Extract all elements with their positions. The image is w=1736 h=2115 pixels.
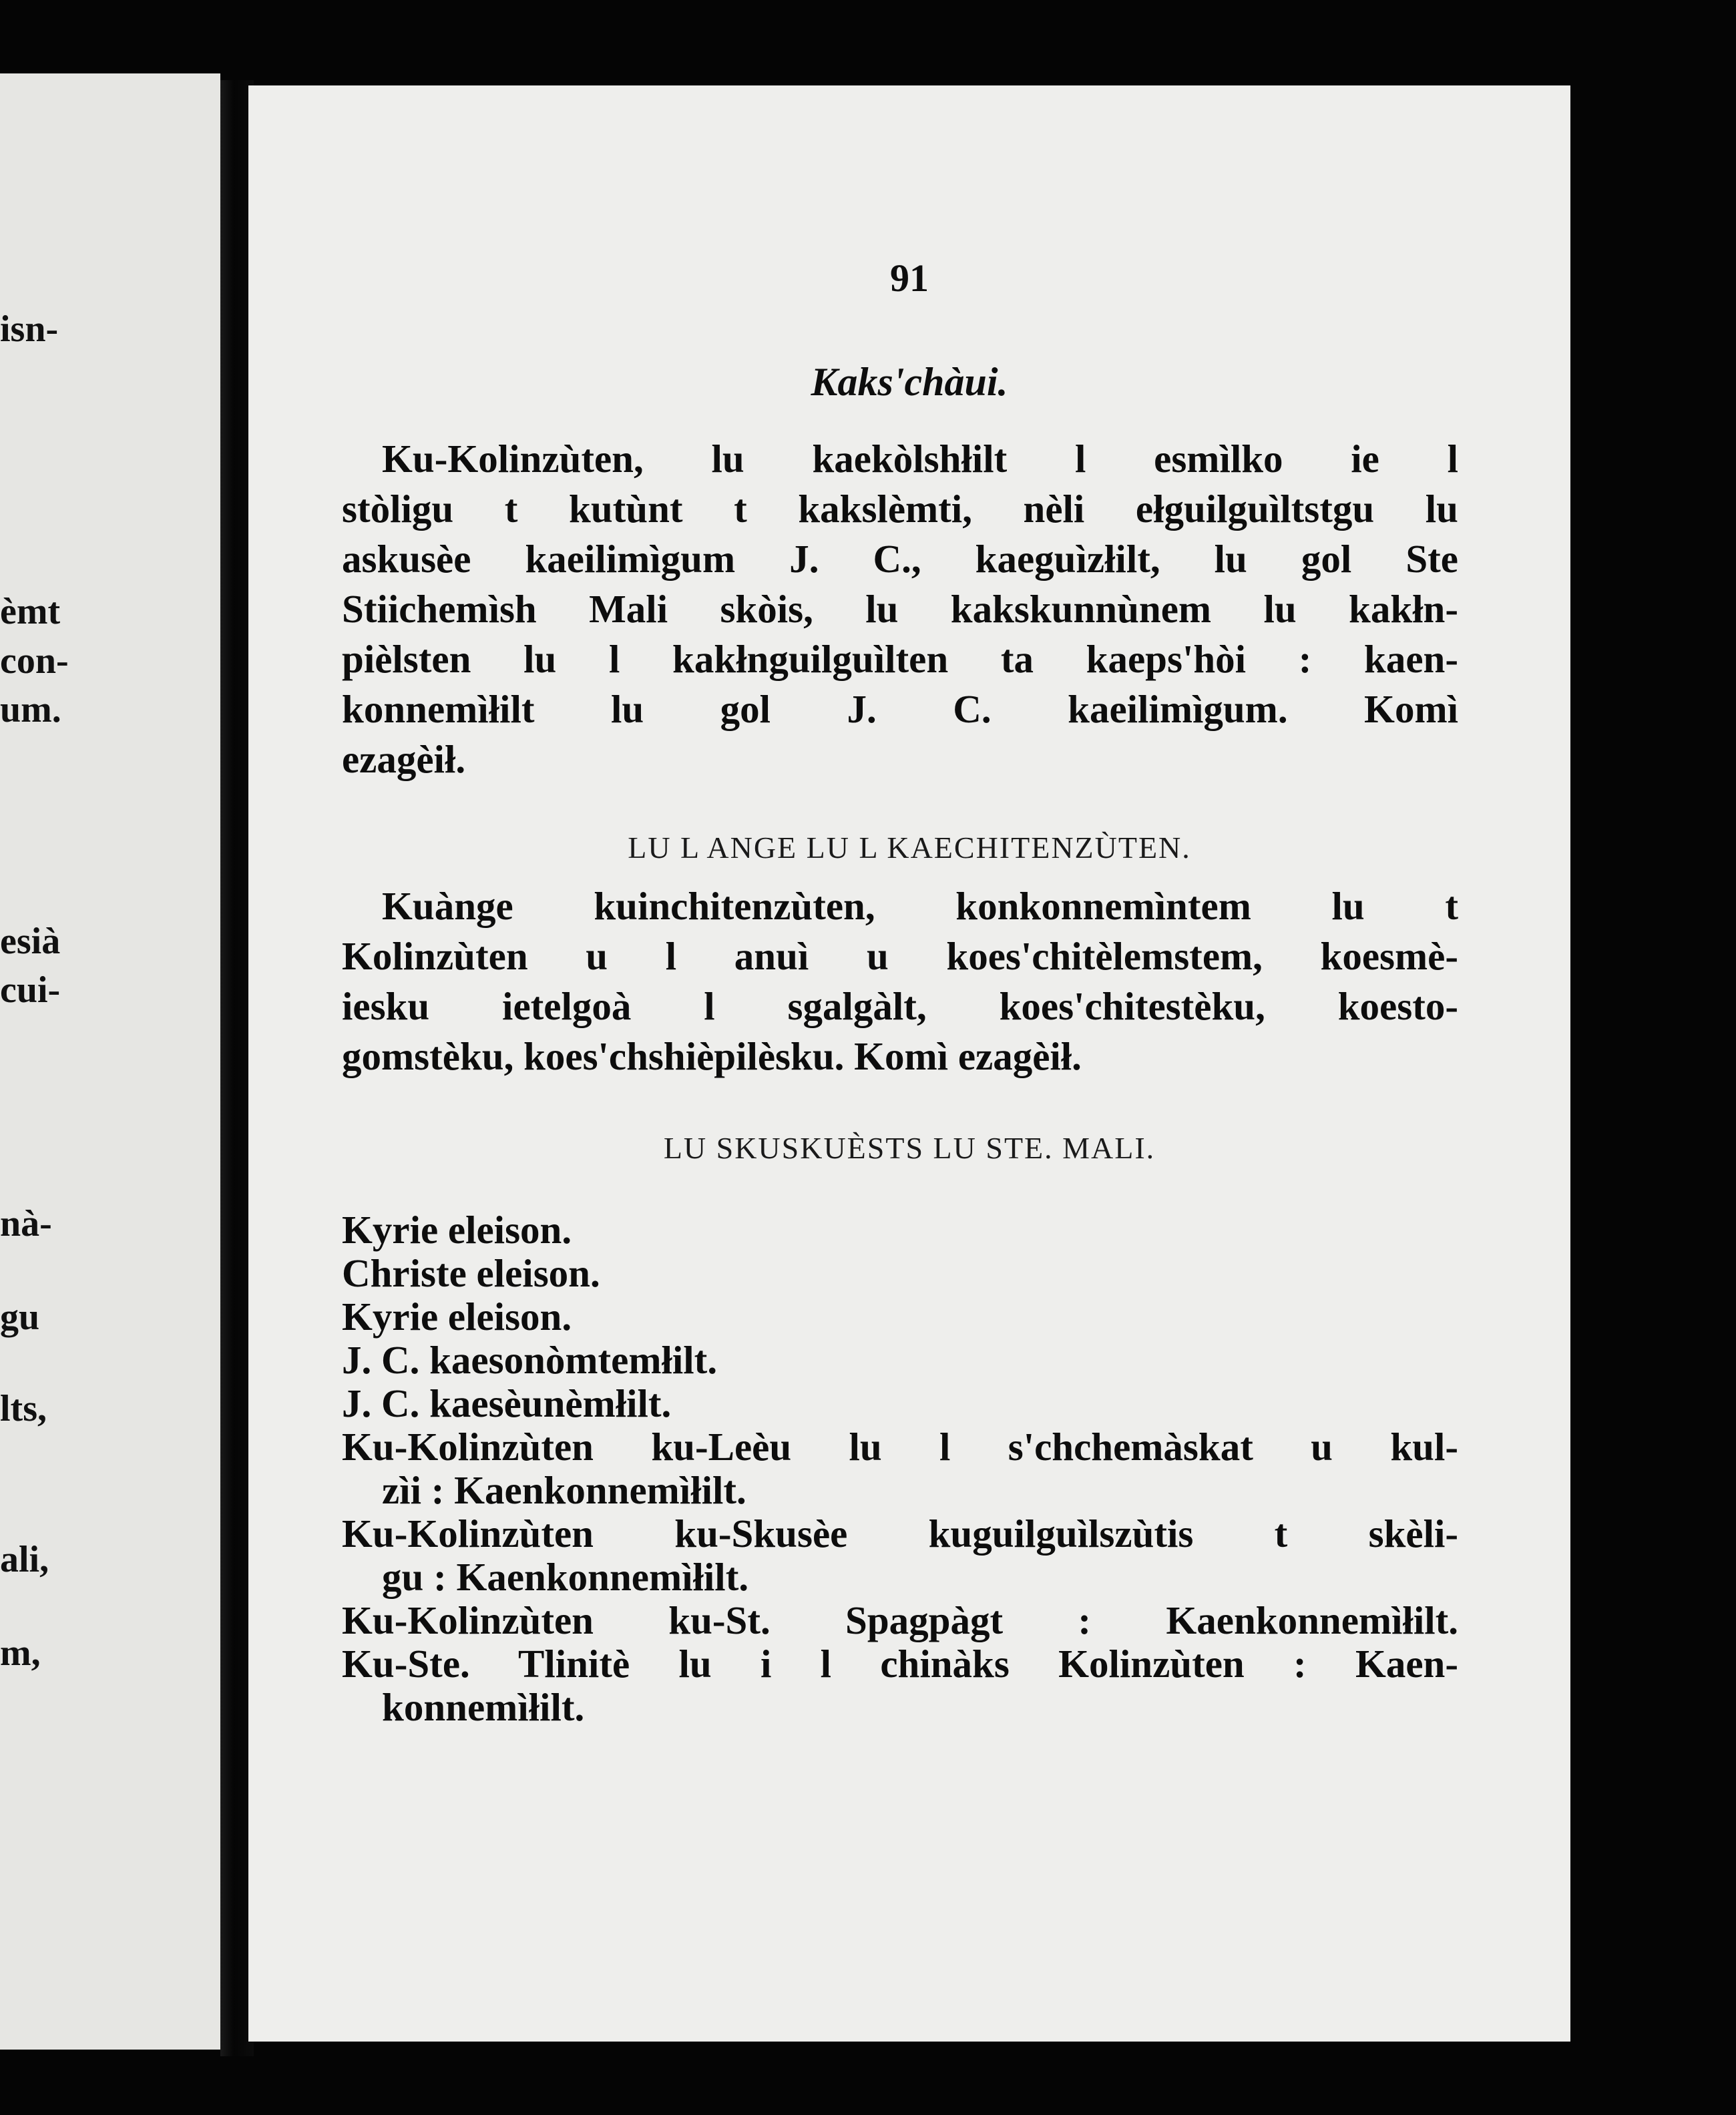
paragraph-1-line: askusèe kaeilimìgum J. C., kaeguìzłilt, lu gol Ste	[342, 537, 1458, 581]
paragraph-1-line: stòligu t kutùnt t kakslèmti, nèli ełguilguìltstgu lu	[342, 487, 1458, 531]
left-fragment-text: isn-	[0, 308, 59, 350]
left-fragment-text: gu	[0, 1297, 40, 1338]
litany-line: gu : Kaenkonnemìłilt.	[382, 1555, 749, 1599]
paragraph-1-line: pièlsten lu l kakłnguilguìlten ta kaeps'hòi : kaen-	[342, 637, 1458, 681]
section-heading: LU SKUSKUÈSTS LU STE. MALI.	[663, 1131, 1156, 1165]
litany-line: Kyrie eleison.	[342, 1295, 572, 1339]
left-fragment-text: esià	[0, 921, 61, 962]
litany-line: Ku-Kolinzùten ku-St. Spagpàgt : Kaenkonnemìłilt.	[342, 1598, 1458, 1642]
left-fragment-text: nà-	[0, 1203, 52, 1244]
paragraph-1-line: Ku-Kolinzùten, lu kaekòlshłilt l esmìlko ie l	[382, 437, 1458, 481]
paragraph-2-line: gomstèku, koes'chshièpilèsku. Komì ezagèił.	[342, 1034, 1082, 1078]
litany-line: zìi : Kaenkonnemìłilt.	[382, 1468, 746, 1512]
prayer-title: Kaks'chàui.	[811, 360, 1008, 404]
left-fragment-text: cui-	[0, 969, 61, 1011]
left-fragment-text: ali,	[0, 1539, 49, 1580]
left-fragment-text: m,	[0, 1632, 41, 1674]
left-fragment-text: um.	[0, 689, 61, 730]
litany-line: J. C. kaesèunèmłilt.	[342, 1381, 672, 1425]
right-page	[248, 85, 1570, 2042]
litany-line: Ku-Kolinzùten ku-Leèu lu l s'chchemàskat u kul-	[342, 1425, 1458, 1469]
paragraph-2-line: Kolinzùten u l anuì u koes'chitèlemstem, koesmè-	[342, 934, 1458, 978]
litany-line: J. C. kaesonòmtemłilt.	[342, 1338, 718, 1382]
litany-line: Ku-Ste. Tlinitè lu i l chinàks Kolinzùten : Kaen-	[342, 1642, 1458, 1686]
litany-line: Kyrie eleison.	[342, 1208, 572, 1252]
section-heading: LU L ANGE LU L KAECHITENZÙTEN.	[628, 831, 1191, 865]
paragraph-2-line: Kuànge kuinchitenzùten, konkonnemìntem lu t	[382, 884, 1458, 928]
left-fragment-text: èmt	[0, 591, 61, 632]
left-fragment-text: lts,	[0, 1388, 47, 1429]
litany-line: konnemìłilt.	[382, 1685, 585, 1729]
paragraph-1-line: ezagèił.	[342, 737, 466, 781]
paragraph-1-line: Stiichemìsh Mali skòis, lu kakskunnùnem lu kakłn-	[342, 587, 1458, 631]
page-number: 91	[890, 256, 929, 300]
left-fragment-text: con-	[0, 640, 69, 682]
litany-line: Christe eleison.	[342, 1251, 600, 1295]
litany-line: Ku-Kolinzùten ku-Skusèe kuguilguìlszùtis t skèli-	[342, 1511, 1458, 1556]
paragraph-1-line: konnemìłilt lu gol J. C. kaeilimìgum. Komì	[342, 687, 1458, 731]
left-page-fragment	[0, 73, 220, 2050]
paragraph-2-line: iesku ietelgoà l sgalgàlt, koes'chitestèku, koesto-	[342, 984, 1458, 1028]
